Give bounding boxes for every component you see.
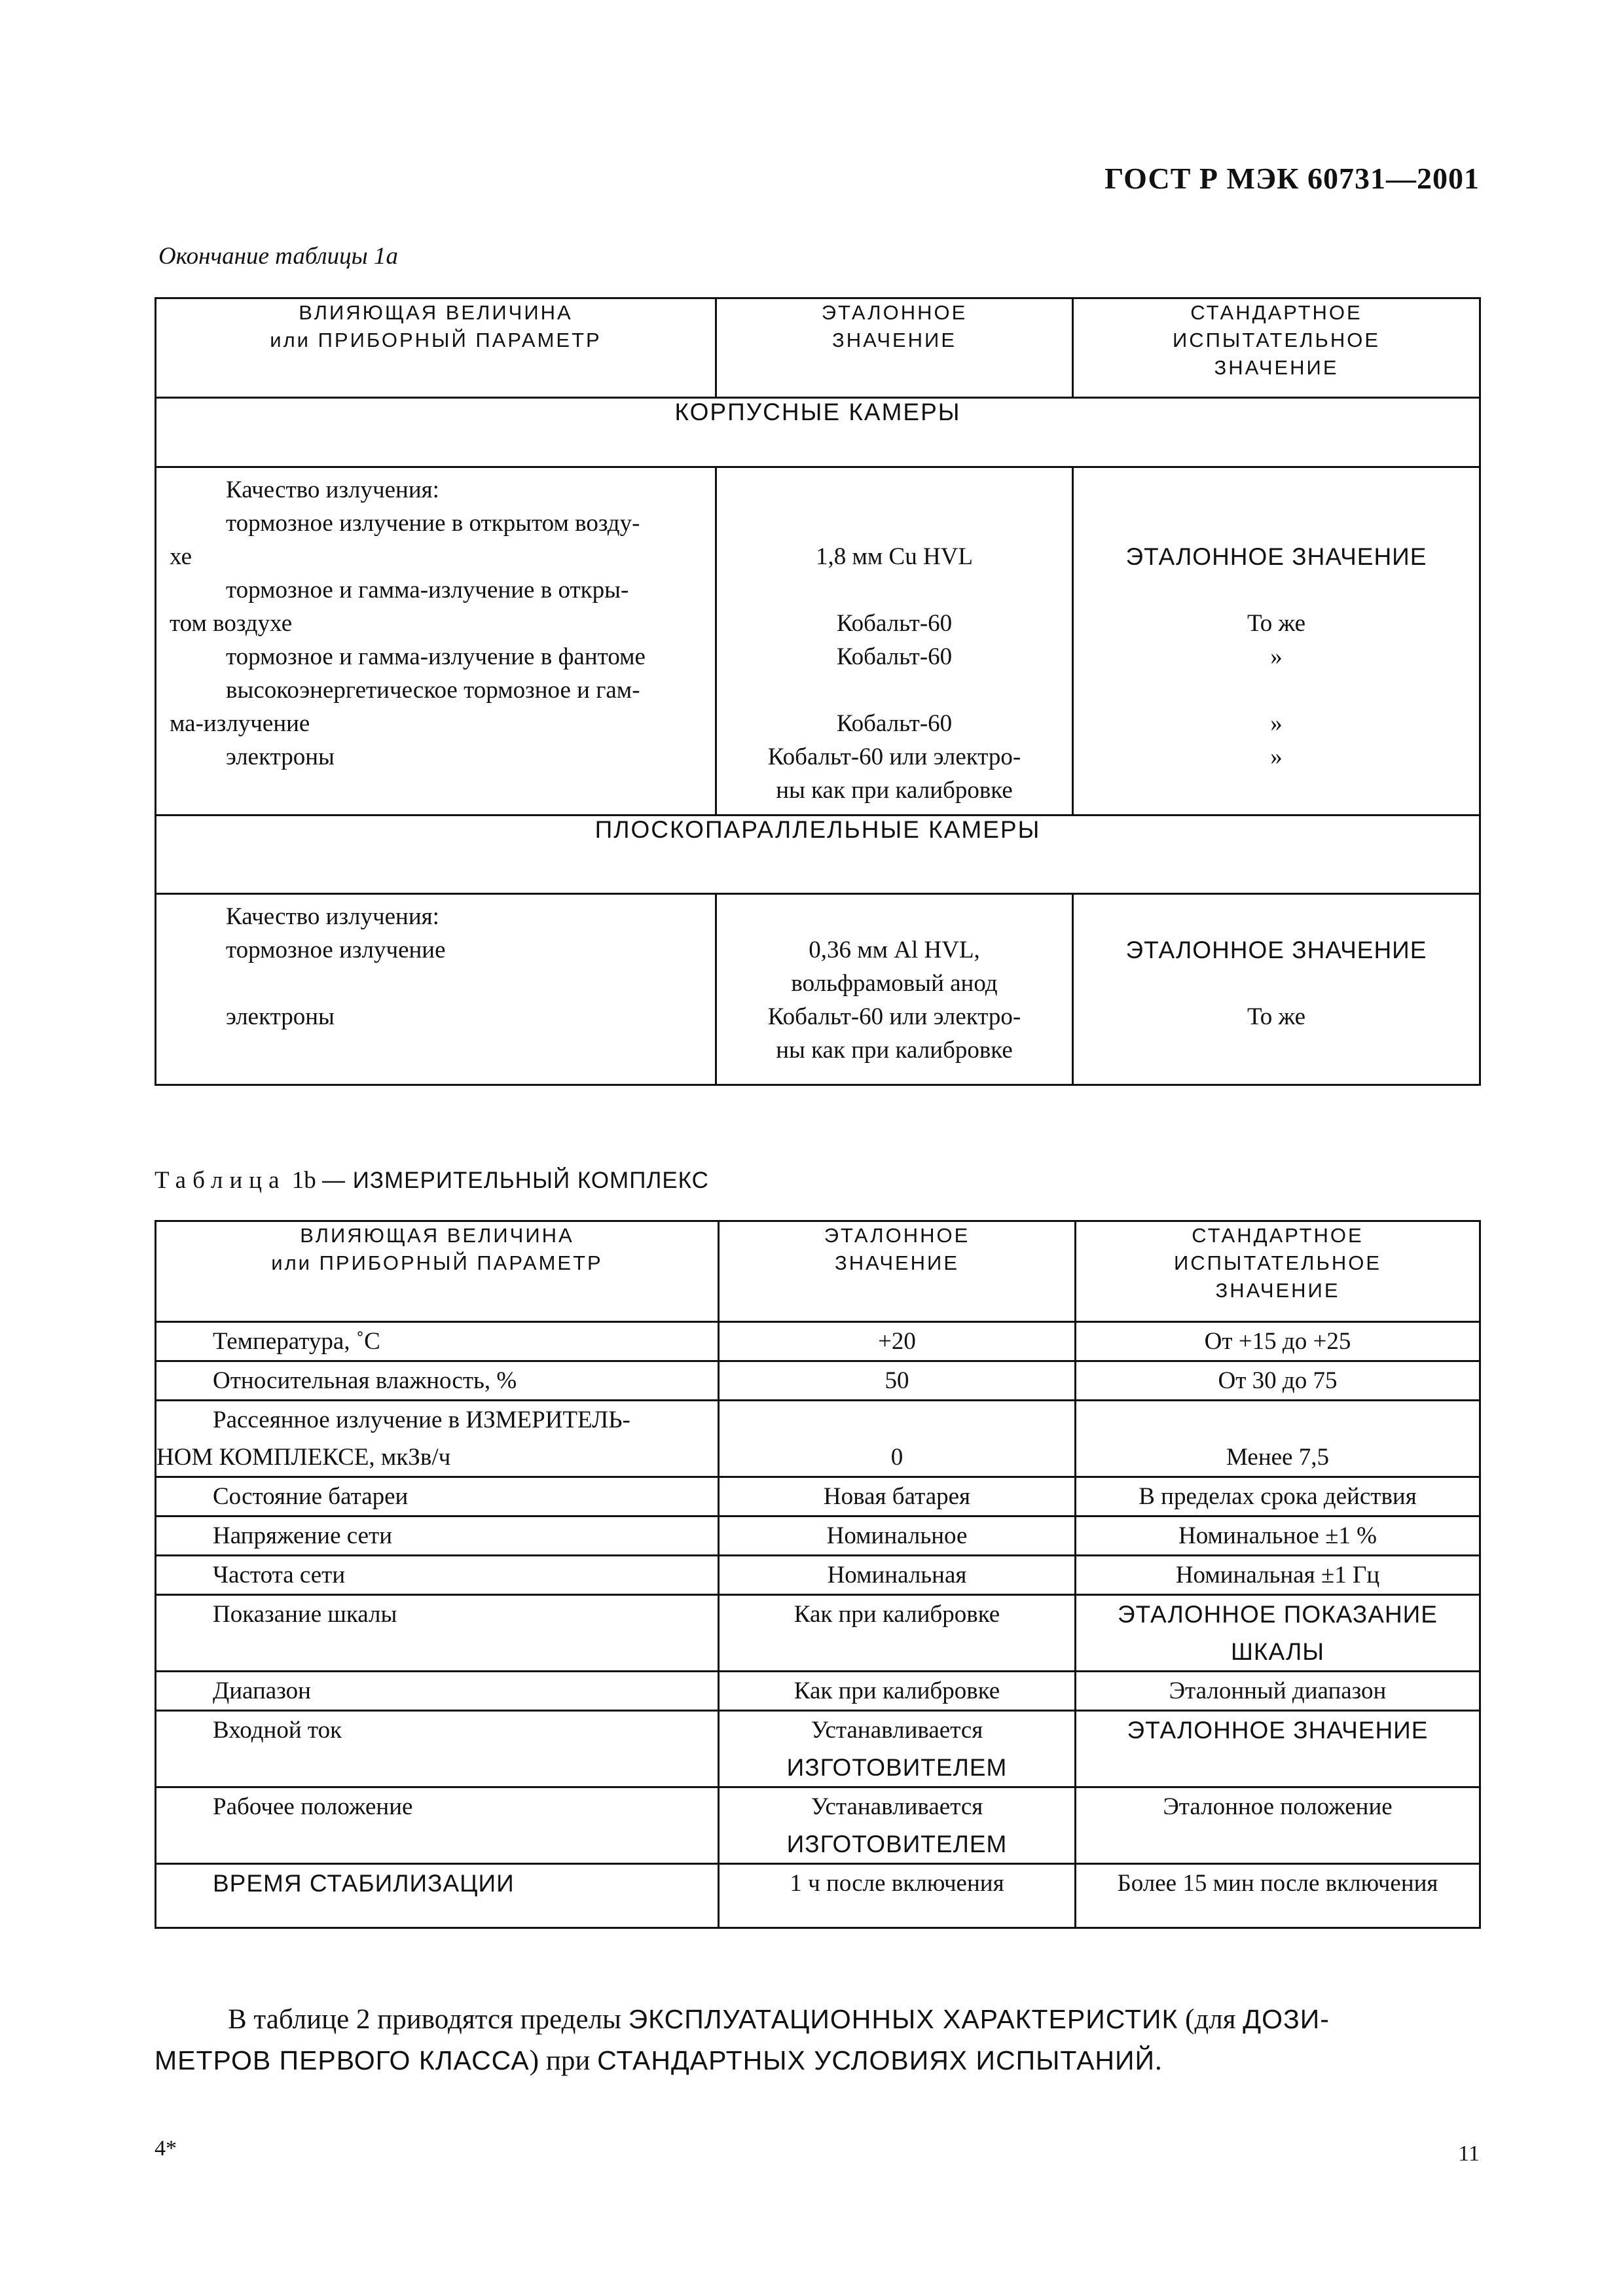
cell-line: Температура, ˚С xyxy=(213,1328,380,1355)
parameter-cell xyxy=(156,1516,719,1556)
body-paragraph xyxy=(155,1999,1477,2081)
reference-value-cell xyxy=(719,1711,1076,1787)
cell-line: От +15 до +25 xyxy=(1204,1328,1351,1355)
section-title: ПЛОСКОПАРАЛЛЕЛЬНЫЕ КАМЕРЫ xyxy=(156,816,1480,894)
sheet-mark: 4* xyxy=(155,2136,177,2161)
parameter-cell xyxy=(156,1672,719,1711)
table-1b-body xyxy=(156,1322,1480,1928)
reference-value-cell xyxy=(719,1477,1076,1516)
parameter-cell xyxy=(156,1595,719,1672)
column-header-standard-test-value: СТАНДАРТНОЕ ИСПЫТАТЕЛЬНОЕ ЗНАЧЕНИЕ xyxy=(1073,298,1480,398)
page-number: 11 xyxy=(1458,2142,1480,2166)
table-row xyxy=(156,467,1480,816)
standard-test-value-cell xyxy=(1076,1556,1480,1595)
cell-line: ИЗГОТОВИТЕЛЕМ xyxy=(786,1831,1008,1857)
cell-line: Состояние батареи xyxy=(213,1483,409,1510)
standard-test-value-cell: ЭТАЛОННОЕ ЗНАЧЕНИЕ То же » » » xyxy=(1073,467,1480,816)
parameter-cell xyxy=(156,1787,719,1864)
table-1a-end xyxy=(155,297,1481,1086)
parameter-cell: Качество излучения: тормозное излучение в открытом возду- хе тормозное и гамма-излучение в откры- том воздухе тормозное и гамма-излучение в фантоме высокоэнергетическое тормозное и гам- ма-излучение электроны xyxy=(156,467,716,816)
table-1b xyxy=(155,1220,1481,1929)
reference-value-cell xyxy=(719,1556,1076,1595)
cell-line: 50 xyxy=(884,1367,909,1394)
cell-line: Устанавливается xyxy=(811,1793,983,1820)
column-header-parameter: ВЛИЯЮЩАЯ ВЕЛИЧИНА или ПРИБОРНЫЙ ПАРАМЕТР xyxy=(156,298,716,398)
cell-line: Номинальная xyxy=(827,1562,967,1588)
cell-line: 0 xyxy=(890,1444,903,1471)
parameter-cell xyxy=(156,1477,719,1516)
standard-test-value-cell xyxy=(1076,1322,1480,1361)
standard-test-value-cell xyxy=(1076,1672,1480,1711)
cell-line: Как при калибровке xyxy=(793,1601,1000,1628)
table-row xyxy=(156,1477,1480,1516)
table-1a-continuation-caption: Окончание таблицы 1а xyxy=(158,243,398,270)
standard-test-value-cell: ЭТАЛОННОЕ ЗНАЧЕНИЕ То же xyxy=(1073,894,1480,1085)
reference-value-cell xyxy=(719,1595,1076,1672)
section-title: КОРПУСНЫЕ КАМЕРЫ xyxy=(156,398,1480,467)
parameter-cell xyxy=(156,1556,719,1595)
column-header-reference-value: ЭТАЛОННОЕ ЗНАЧЕНИЕ xyxy=(719,1221,1076,1322)
cell-line: Номинальная ±1 Гц xyxy=(1175,1562,1380,1588)
standard-test-value-cell xyxy=(1076,1516,1480,1556)
parameter-cell: Качество излучения: тормозное излучение электроны xyxy=(156,894,716,1085)
document-header: ГОСТ Р МЭК 60731—2001 xyxy=(1104,162,1480,195)
table-row xyxy=(156,1361,1480,1401)
parameter-cell xyxy=(156,1401,719,1477)
cell-line: Более 15 мин после включения xyxy=(1117,1870,1438,1897)
table-row xyxy=(156,1595,1480,1672)
standard-test-value-cell xyxy=(1076,1477,1480,1516)
standard-test-value-cell xyxy=(1076,1595,1480,1672)
cell-line: Номинальное xyxy=(826,1522,968,1549)
cell-line xyxy=(720,1401,1074,1439)
column-header-parameter: ВЛИЯЮЩАЯ ВЕЛИЧИНА или ПРИБОРНЫЙ ПАРАМЕТР xyxy=(156,1221,719,1322)
cell-line: Новая батарея xyxy=(823,1483,971,1510)
section-row xyxy=(156,816,1480,894)
cell-line: ИЗГОТОВИТЕЛЕМ xyxy=(786,1754,1008,1781)
cell-line: ЭТАЛОННОЕ ПОКАЗАНИЕ xyxy=(1118,1601,1438,1628)
cell-line: +20 xyxy=(878,1328,916,1355)
reference-value-cell: 0,36 мм Al HVL, вольфрамовый анод Кобальт-60 или электро- ны как при калибровке xyxy=(716,894,1073,1085)
cell-line: Устанавливается xyxy=(811,1717,983,1744)
cell-line: Напряжение сети xyxy=(213,1522,393,1549)
table-1b-caption: Таблица 1b — ИЗМЕРИТЕЛЬНЫЙ КОМПЛЕКС xyxy=(155,1167,709,1194)
reference-value-cell xyxy=(719,1361,1076,1401)
cell-line: Рабочее положение xyxy=(213,1793,413,1820)
cell-line: В пределах срока действия xyxy=(1139,1483,1417,1510)
cell-line: Как при калибровке xyxy=(793,1677,1000,1704)
reference-value-cell xyxy=(719,1787,1076,1864)
cell-line: 1 ч после включения xyxy=(790,1870,1004,1897)
table-row xyxy=(156,1401,1480,1477)
paragraph-line-2: МЕТРОВ ПЕРВОГО КЛАССА) при СТАНДАРТНЫХ УСЛОВИЯХ ИСПЫТАНИЙ. xyxy=(155,2045,1162,2076)
table-header-row xyxy=(156,1221,1480,1322)
cell-line: От 30 до 75 xyxy=(1218,1367,1338,1394)
standard-test-value-cell xyxy=(1076,1711,1480,1787)
cell-line: Эталонное положение xyxy=(1163,1793,1393,1820)
parameter-cell xyxy=(156,1864,719,1928)
reference-value-cell xyxy=(719,1516,1076,1556)
cell-line: Диапазон xyxy=(213,1677,311,1704)
table-row xyxy=(156,894,1480,1085)
reference-value-cell: 1,8 мм Cu HVL Кобальт-60 Кобальт-60 Кобальт-60 Кобальт-60 или электро- ны как при калибровке xyxy=(716,467,1073,816)
table-row xyxy=(156,1322,1480,1361)
column-header-standard-test-value: СТАНДАРТНОЕ ИСПЫТАТЕЛЬНОЕ ЗНАЧЕНИЕ xyxy=(1076,1221,1480,1322)
cell-line: Показание шкалы xyxy=(213,1601,397,1628)
column-header-reference-value: ЭТАЛОННОЕ ЗНАЧЕНИЕ xyxy=(716,298,1073,398)
standard-test-value-cell xyxy=(1076,1361,1480,1401)
reference-value-cell xyxy=(719,1672,1076,1711)
table-row xyxy=(156,1864,1480,1928)
cell-line: Относительная влажность, % xyxy=(213,1367,517,1394)
reference-value-cell xyxy=(719,1322,1076,1361)
parameter-cell xyxy=(156,1711,719,1787)
cell-line: Номинальное ±1 % xyxy=(1178,1522,1377,1549)
cell-line: Входной ток xyxy=(213,1717,342,1744)
cell-line: ЭТАЛОННОЕ ЗНАЧЕНИЕ xyxy=(1127,1717,1429,1744)
table-header-row xyxy=(156,298,1480,398)
table-row xyxy=(156,1556,1480,1595)
cell-line xyxy=(1076,1401,1479,1439)
section-row xyxy=(156,398,1480,467)
paragraph-line-1: В таблице 2 приводятся пределы ЭКСПЛУАТАЦИОННЫХ ХАРАКТЕРИСТИК (для ДОЗИ- xyxy=(228,2004,1330,2035)
standard-test-value-cell xyxy=(1076,1401,1480,1477)
cell-line: Частота сети xyxy=(213,1562,346,1588)
table-row xyxy=(156,1516,1480,1556)
parameter-cell xyxy=(156,1361,719,1401)
cell-line: Эталонный диапазон xyxy=(1169,1677,1387,1704)
cell-line: НОМ КОМПЛЕКСЕ, мкЗв/ч xyxy=(156,1444,451,1471)
standard-test-value-cell xyxy=(1076,1787,1480,1864)
cell-line: Рассеянное излучение в ИЗМЕРИТЕЛЬ- xyxy=(213,1407,630,1433)
cell-line: Менее 7,5 xyxy=(1226,1444,1329,1471)
reference-value-cell xyxy=(719,1401,1076,1477)
standard-test-value-cell xyxy=(1076,1864,1480,1928)
table-row xyxy=(156,1711,1480,1787)
cell-line: ШКАЛЫ xyxy=(1231,1638,1324,1665)
cell-line: ВРЕМЯ СТАБИЛИЗАЦИИ xyxy=(213,1870,515,1897)
parameter-cell xyxy=(156,1322,719,1361)
reference-value-cell xyxy=(719,1864,1076,1928)
table-row xyxy=(156,1672,1480,1711)
table-row xyxy=(156,1787,1480,1864)
